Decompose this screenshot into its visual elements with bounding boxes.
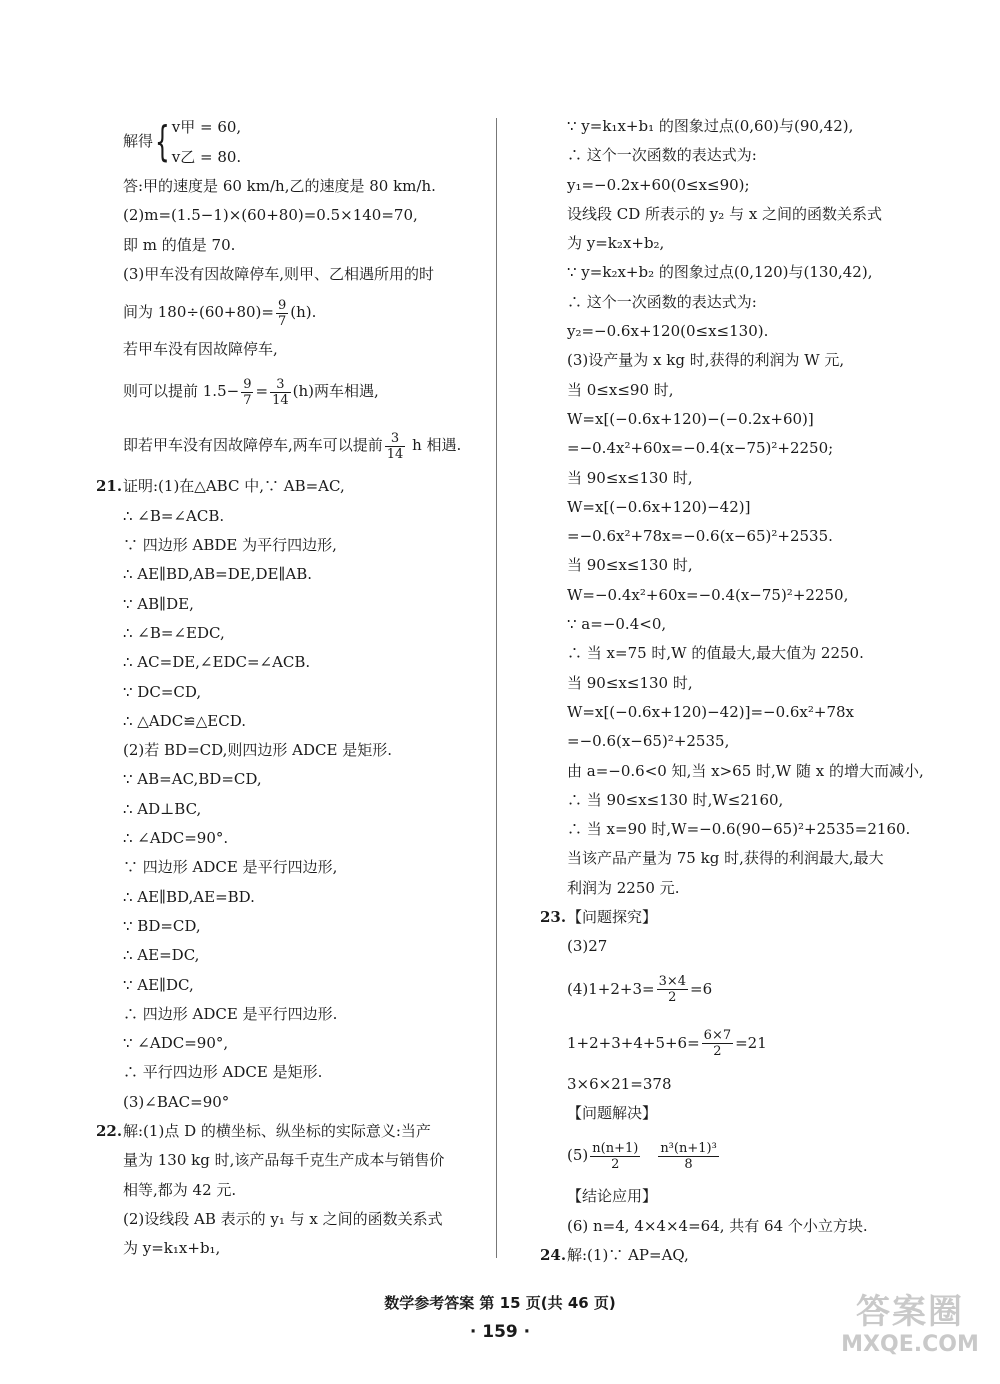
question-21-start bbox=[96, 472, 491, 501]
answer-line: W=x[(−0.6x+120)−42)]=−0.6x²+78x bbox=[567, 702, 855, 721]
answer-line: y₁=−0.2x+60(0≤x≤90); bbox=[567, 175, 750, 194]
answer-line: ∴ 四边形 ADCE 是平行四边形. bbox=[123, 1004, 338, 1023]
watermark-logo-text: 答案圈 bbox=[856, 1292, 964, 1332]
answer-line-fraction bbox=[96, 289, 491, 335]
text-segment: =6 bbox=[690, 979, 713, 998]
answer-line: ∵ AB∥DE, bbox=[123, 594, 194, 613]
fraction-numerator: 9 bbox=[243, 376, 252, 392]
answer-line: 当该产品产量为 75 kg 时,获得的利润最大,最大 bbox=[567, 849, 884, 868]
answer-line: W=x[(−0.6x+120)−(−0.2x+60)] bbox=[567, 409, 814, 428]
answer-text: 解:(1)点 D 的横坐标、纵坐标的实际意义:当产 bbox=[123, 1122, 431, 1141]
fraction-denominator: 8 bbox=[684, 1156, 693, 1172]
column-divider bbox=[496, 118, 497, 1258]
answer-line: 为 y=k₁x+b₁, bbox=[123, 1239, 221, 1258]
fraction-numerator: 6×7 bbox=[703, 1028, 732, 1044]
text-segment: =21 bbox=[735, 1033, 767, 1052]
question-number: 21. bbox=[96, 477, 123, 496]
fraction bbox=[702, 1028, 733, 1059]
fraction-denominator: 2 bbox=[611, 1156, 620, 1172]
answer-line: ∴ 当 x=90 时,W=−0.6(90−65)²+2535=2160. bbox=[567, 820, 911, 839]
answer-line: 【结论应用】 bbox=[567, 1187, 658, 1206]
answer-line: ∵ 四边形 ADCE 是平行四边形, bbox=[123, 858, 338, 877]
question-24-start bbox=[540, 1241, 970, 1270]
text-segment: = bbox=[255, 382, 269, 401]
answer-line: 量为 130 kg 时,该产品每千克生产成本与销售价 bbox=[123, 1151, 445, 1170]
answer-line: =−0.6x²+78x=−0.6(x−65)²+2535. bbox=[567, 527, 833, 546]
system-line-2: v乙 = 80. bbox=[171, 148, 242, 166]
answer-line: ∵ BD=CD, bbox=[123, 916, 201, 935]
site-watermark bbox=[830, 1292, 990, 1372]
fraction-numerator: 3×4 bbox=[658, 974, 687, 990]
answer-line: 若甲车没有因故障停车, bbox=[123, 340, 278, 359]
answer-line: =−0.6(x−65)²+2535, bbox=[567, 732, 730, 751]
fraction-numerator: 3 bbox=[385, 431, 406, 447]
answer-line: (3)∠BAC=90° bbox=[123, 1092, 230, 1111]
answer-line: ∴ 这个一次函数的表达式为: bbox=[567, 292, 757, 311]
answer-line: (2)设线段 AB 表示的 y₁ 与 x 之间的函数关系式 bbox=[123, 1209, 443, 1228]
question-number: 24. bbox=[540, 1245, 567, 1264]
text-segment: (4)1+2+3= bbox=[567, 979, 655, 998]
fraction bbox=[276, 298, 288, 329]
answer-line: ∴ △ADC≌△ECD. bbox=[123, 711, 246, 730]
fraction bbox=[385, 431, 406, 462]
answer-line: (2)m=(1.5−1)×(60+80)=0.5×140=70, bbox=[123, 206, 418, 225]
system-prefix: 解得 bbox=[123, 132, 154, 150]
answer-line: 相等,都为 42 元. bbox=[123, 1180, 237, 1199]
question-number: 23. bbox=[540, 908, 567, 927]
fraction-denominator: 14 bbox=[386, 446, 404, 462]
answer-line-fraction bbox=[540, 1016, 970, 1070]
answer-line: 由 a=−0.6<0 知,当 x>65 时,W 随 x 的增大而减小, bbox=[567, 761, 924, 780]
answer-line: 为 y=k₂x+b₂, bbox=[567, 234, 665, 253]
watermark-domain: MXQE.COM bbox=[841, 1332, 979, 1357]
answer-line-fraction bbox=[540, 1128, 970, 1182]
answer-line: 当 90≤x≤130 时, bbox=[567, 673, 693, 692]
answer-line: ∴ 这个一次函数的表达式为: bbox=[567, 146, 757, 165]
answer-text: 解:(1)∵ AP=AQ, bbox=[567, 1245, 689, 1264]
answer-line: 利润为 2250 元. bbox=[567, 878, 680, 897]
fraction bbox=[590, 1141, 640, 1172]
fraction-denominator: 7 bbox=[243, 392, 252, 408]
answer-line: ∴ 平行四边形 ADCE 是矩形. bbox=[123, 1063, 323, 1082]
answer-line: 设线段 CD 所表示的 y₂ 与 x 之间的函数关系式 bbox=[567, 204, 883, 223]
text-segment: (5) bbox=[567, 1146, 589, 1165]
text-segment: 即若甲车没有因故障停车,两车可以提前 bbox=[123, 436, 383, 455]
text-segment: 则可以提前 1.5− bbox=[123, 382, 240, 401]
answer-line: 答:甲的速度是 60 km/h,乙的速度是 80 km/h. bbox=[123, 177, 436, 195]
fraction-numerator: 9 bbox=[277, 297, 287, 313]
text-segment: (h). bbox=[290, 303, 317, 322]
answer-line: W=−0.4x²+60x=−0.4(x−75)²+2250, bbox=[567, 585, 849, 604]
answer-line: 当 90≤x≤130 时, bbox=[567, 556, 693, 575]
answer-line: ∴ AE=DC, bbox=[123, 946, 200, 965]
text-segment: 1+2+3+4+5+6= bbox=[567, 1033, 700, 1052]
answer-line: ∵ a=−0.4<0, bbox=[567, 615, 667, 634]
question-23-start bbox=[540, 903, 970, 932]
answer-line: ∴ AE∥BD,AE=BD. bbox=[123, 887, 255, 906]
answer-line: ∴ ∠ADC=90°. bbox=[123, 829, 229, 848]
answer-line: W=x[(−0.6x+120)−42)] bbox=[567, 497, 751, 516]
question-number: 22. bbox=[96, 1122, 123, 1141]
answer-line: ∵ ∠ADC=90°, bbox=[123, 1034, 229, 1053]
text-segment: (h)两车相遇, bbox=[292, 382, 379, 401]
answer-line: y₂=−0.6x+120(0≤x≤130). bbox=[567, 322, 769, 341]
answer-line: 即 m 的值是 70. bbox=[123, 235, 236, 254]
fraction bbox=[270, 377, 291, 408]
fraction-numerator: n³(n+1)³ bbox=[660, 1140, 717, 1156]
answer-line: ∵ AB=AC,BD=CD, bbox=[123, 770, 262, 789]
answer-line: ∴ AE∥BD,AB=DE,DE∥AB. bbox=[123, 565, 313, 584]
answer-line: ∴ 当 x=75 时,W 的值最大,最大值为 2250. bbox=[567, 644, 864, 663]
fraction-denominator: 2 bbox=[668, 990, 677, 1006]
answer-line-fraction bbox=[540, 962, 970, 1016]
answer-line: (6) n=4, 4×4×4=64, 共有 64 个小立方块. bbox=[567, 1216, 868, 1235]
answer-text: 【问题探究】 bbox=[567, 908, 658, 927]
answer-text: 证明:(1)在△ABC 中,∵ AB=AC, bbox=[123, 477, 345, 496]
text-segment: h 相遇. bbox=[407, 436, 462, 455]
fraction-numerator: n(n+1) bbox=[592, 1140, 639, 1156]
right-column bbox=[540, 112, 970, 1270]
footer-title: 数学参考答案 第 15 页(共 46 页) bbox=[384, 1294, 616, 1312]
fraction-denominator: 14 bbox=[272, 392, 289, 408]
answer-line-fraction bbox=[96, 364, 491, 418]
answer-line: (3)甲车没有因故障停车,则甲、乙相遇所用的时 bbox=[123, 264, 435, 283]
fraction bbox=[658, 1141, 718, 1172]
fraction bbox=[241, 377, 253, 408]
answer-line: ∵ AE∥DC, bbox=[123, 975, 194, 994]
answer-line: ∴ AC=DE,∠EDC=∠ACB. bbox=[123, 653, 311, 672]
system-line-1: v甲 = 60, bbox=[171, 118, 242, 136]
answer-line: ∵ y=k₂x+b₂ 的图象过点(0,120)与(130,42), bbox=[567, 263, 873, 282]
fraction-denominator: 2 bbox=[713, 1044, 722, 1060]
answer-line: (2)若 BD=CD,则四边形 ADCE 是矩形. bbox=[123, 741, 392, 760]
equation-system bbox=[153, 112, 241, 172]
answer-line: ∴ ∠B=∠ACB. bbox=[123, 506, 225, 525]
answer-line: =−0.4x²+60x=−0.4(x−75)²+2250; bbox=[567, 439, 834, 458]
brace-symbol: { bbox=[155, 117, 170, 166]
fraction-numerator: 3 bbox=[270, 377, 291, 393]
answer-line: (3)27 bbox=[567, 937, 608, 956]
answer-line: ∴ ∠B=∠EDC, bbox=[123, 623, 225, 642]
answer-line: ∵ y=k₁x+b₁ 的图象过点(0,60)与(90,42), bbox=[567, 117, 854, 135]
answer-line: 当 90≤x≤130 时, bbox=[567, 468, 693, 487]
answer-line: ∴ AD⊥BC, bbox=[123, 799, 202, 818]
answer-line: ∵ DC=CD, bbox=[123, 682, 202, 701]
solution-system bbox=[96, 112, 491, 172]
text-segment: 间为 180÷(60+80)= bbox=[123, 303, 274, 322]
question-22-start bbox=[96, 1117, 491, 1146]
answer-line: 当 0≤x≤90 时, bbox=[567, 380, 674, 399]
left-column bbox=[96, 112, 491, 1264]
answer-line: ∵ 四边形 ABDE 为平行四边形, bbox=[123, 536, 337, 555]
answer-line-fraction bbox=[96, 418, 491, 472]
answer-line: 【问题解决】 bbox=[567, 1103, 658, 1122]
answer-line: (3)设产量为 x kg 时,获得的利润为 W 元, bbox=[567, 351, 845, 370]
fraction-denominator: 7 bbox=[277, 313, 287, 329]
page-number: · 159 · bbox=[469, 1322, 531, 1342]
answer-line: ∴ 当 90≤x≤130 时,W≤2160, bbox=[567, 790, 784, 809]
answer-line: 3×6×21=378 bbox=[567, 1074, 672, 1093]
fraction bbox=[657, 974, 688, 1005]
